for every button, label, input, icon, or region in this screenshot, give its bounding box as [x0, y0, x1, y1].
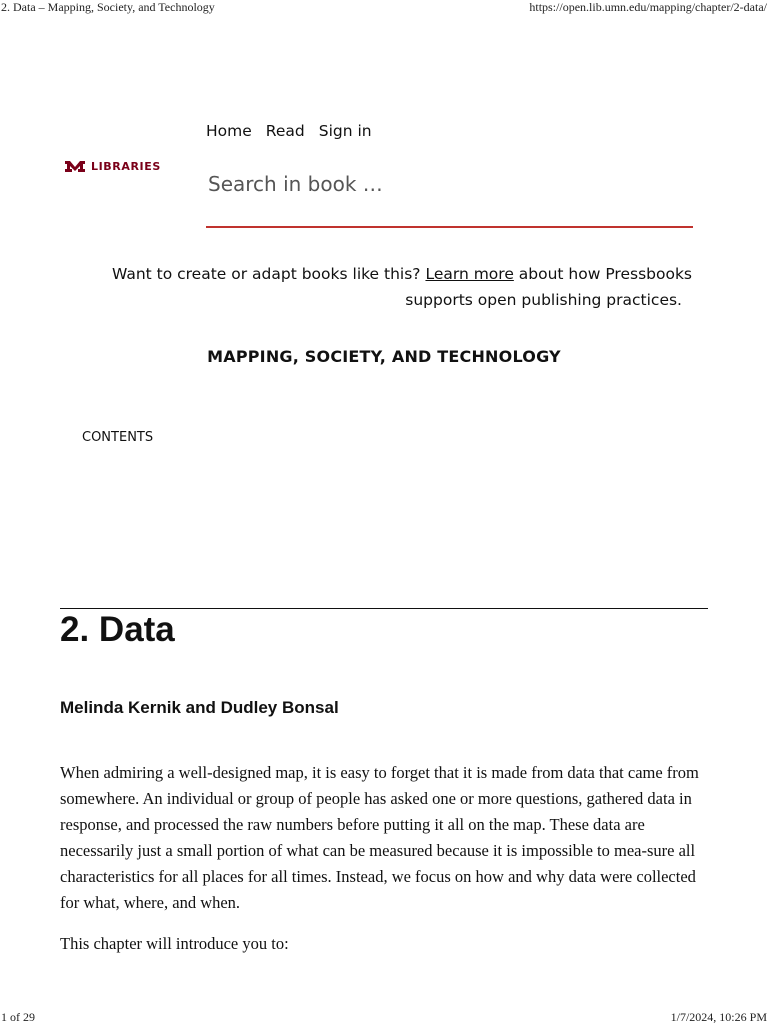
- promo-text-after: about how Pressbooks: [513, 265, 692, 283]
- chapter-objectives-lead: This chapter will introduce you to:: [60, 934, 289, 953]
- promo-text-line2: supports open publishing practices.: [405, 291, 682, 309]
- chapter-authors: Melinda Kernik and Dudley Bonsal: [60, 698, 339, 717]
- contents-toggle-button[interactable]: CONTENTS: [82, 430, 154, 445]
- book-title[interactable]: MAPPING, SOCIETY, AND TECHNOLOGY: [207, 347, 561, 366]
- promo-text-before: Want to create or adapt books like this?: [111, 265, 426, 283]
- umn-libraries-logo[interactable]: [65, 158, 161, 174]
- print-footer-page: 1 of 29: [1, 1010, 35, 1024]
- block-m-logo-icon: [65, 158, 85, 174]
- print-footer-datetime: 1/7/2024, 10:26 PM: [670, 1010, 767, 1024]
- print-header-url: https://open.lib.umn.edu/mapping/chapter/2-data/: [529, 0, 767, 14]
- logo-text: LIBRARIES: [91, 159, 161, 173]
- nav-home-link[interactable]: Home: [206, 122, 252, 140]
- chapter-title: 2. Data: [60, 610, 175, 649]
- learn-more-link[interactable]: Learn more: [425, 265, 514, 283]
- nav-sign-in-link[interactable]: Sign in: [318, 122, 372, 140]
- chapter-intro-paragraph: When admiring a well-designed map, it is easy to forget that it is made from data that came from somewhere. An individual or group of people has asked one or more questions, gathered data in response, and processed the raw numbers before putting it all on the map. These data are necessarily just a small portion of what can be measured because it is impossible to mea-sure all characteristics for all places for all times. Instead, we focus on how and why data were collected for what, where, and when.: [60, 763, 699, 912]
- pressbooks-promo: [100, 261, 692, 313]
- nav-read-link[interactable]: Read: [265, 122, 305, 140]
- top-nav: [206, 122, 372, 140]
- print-header-title: 2. Data – Mapping, Society, and Technology: [1, 0, 215, 14]
- search-input[interactable]: [206, 172, 690, 196]
- search-box: [206, 166, 693, 228]
- chapter-divider: [60, 608, 708, 609]
